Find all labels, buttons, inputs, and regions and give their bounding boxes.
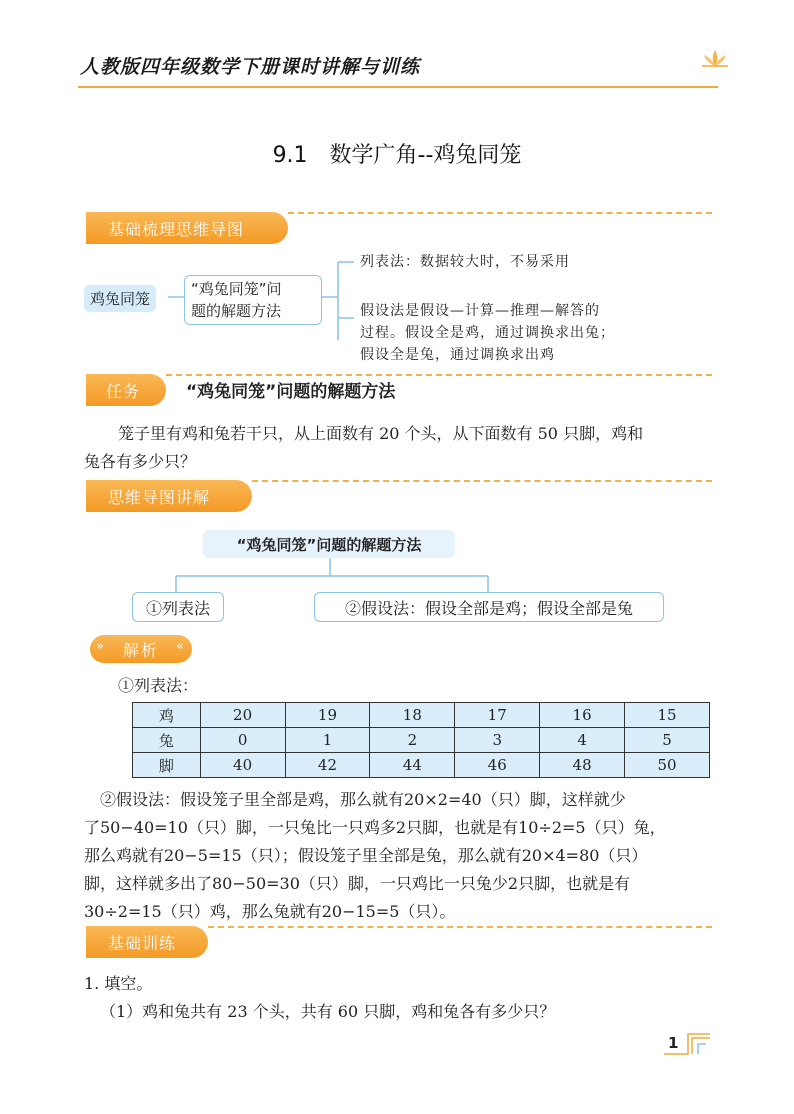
table-cell: 鸡 <box>133 703 201 728</box>
analysis-label: 解析 <box>122 640 159 660</box>
table-row <box>133 703 710 728</box>
tree-node-assume-method: ②假设法：假设全部是鸡；假设全部是兔 <box>314 592 664 622</box>
tree-root: “鸡兔同笼”问题的解题方法 <box>203 530 455 558</box>
table-cell: 4 <box>540 728 625 753</box>
table-cell: 5 <box>625 728 710 753</box>
mindmap-leaf-line: 假设法是假设—计算—推理—解答的 <box>360 303 600 319</box>
lotus-icon <box>700 46 730 70</box>
table-cell: 44 <box>370 753 455 778</box>
table-cell: 19 <box>285 703 370 728</box>
question-1: 1. 填空。 <box>84 974 153 993</box>
table-cell: 16 <box>540 703 625 728</box>
mindmap-branch <box>184 275 322 325</box>
table-cell: 18 <box>370 703 455 728</box>
double-chevron-right-icon: » <box>96 639 106 654</box>
table-cell: 48 <box>540 753 625 778</box>
double-chevron-left-icon: « <box>176 639 186 654</box>
question-1-1: （1）鸡和兔共有 23 个头，共有 60 只脚，鸡和兔各有多少只？ <box>100 1002 556 1021</box>
task-title: “鸡兔同笼”问题的解题方法 <box>186 382 396 402</box>
table-row <box>133 753 710 778</box>
page-number: 1 <box>668 1034 679 1052</box>
mindmap-leaf-assume-method <box>360 300 615 366</box>
table-cell: 46 <box>455 753 540 778</box>
table-cell: 40 <box>200 753 285 778</box>
explanation-line: 脚，这样就多出了80−50=30（只）脚，一只鸡比一只兔少2只脚，也就是有 <box>84 874 631 893</box>
section-divider <box>252 480 712 482</box>
mindmap-root: 鸡兔同笼 <box>84 285 156 312</box>
table-cell: 脚 <box>133 753 201 778</box>
table-cell: 兔 <box>133 728 201 753</box>
book-title: 人教版四年级数学下册课时讲解与训练 <box>80 56 421 78</box>
table-cell: 3 <box>455 728 540 753</box>
section-tab-mindmap-summary: 基础梳理思维导图 <box>86 212 288 244</box>
explanation-line: 那么鸡就有20−5=15（只）；假设笼子里全部是兔，那么就有20×4=80（只） <box>84 846 648 865</box>
section-tab-mindmap-explain: 思维导图讲解 <box>86 480 252 512</box>
section-tab-analysis <box>90 635 192 663</box>
mindmap-leaf-line: 过程。假设全是鸡，通过调换求出兔； <box>360 325 615 341</box>
enumeration-table <box>132 702 710 778</box>
table-cell: 15 <box>625 703 710 728</box>
section-tab-task: 任务 <box>86 374 166 406</box>
table-cell: 50 <box>625 753 710 778</box>
table-cell: 42 <box>285 753 370 778</box>
explanation-line: 30÷2=15（只）鸡，那么兔就有20−15=5（只）。 <box>84 902 456 921</box>
problem-line1: 笼子里有鸡和兔若干只，从上面数有 20 个头，从下面数有 50 只脚，鸡和 <box>118 424 644 443</box>
tree-node-list-method: ①列表法 <box>132 592 224 622</box>
table-cell: 20 <box>200 703 285 728</box>
mindmap-branch-line2: 题的解题方法 <box>191 302 282 320</box>
table-cell: 0 <box>200 728 285 753</box>
mindmap-leaf-list-method: 列表法：数据较大时，不易采用 <box>360 254 570 270</box>
section-divider <box>166 374 712 376</box>
header-divider <box>78 86 718 88</box>
table-cell: 2 <box>370 728 455 753</box>
table-cell: 17 <box>455 703 540 728</box>
problem-line2: 兔各有多少只？ <box>84 452 197 471</box>
table-row <box>133 728 710 753</box>
page-title: 9.1 数学广角--鸡兔同笼 <box>272 143 522 168</box>
table-cell: 1 <box>285 728 370 753</box>
section-tab-practice: 基础训练 <box>86 926 208 958</box>
explanation-line: 了50−40=10（只）脚，一只兔比一只鸡多2只脚，也就是有10÷2=5（只）兔， <box>84 818 666 837</box>
section-divider <box>208 926 712 928</box>
mindmap-branch-line1: “鸡兔同笼”问 <box>191 280 282 298</box>
mindmap-leaf-line: 假设全是兔，通过调换求出鸡 <box>360 347 555 363</box>
explanation-line: ②假设法：假设笼子里全部是鸡，那么就有20×2=40（只）脚，这样就少 <box>100 790 626 809</box>
section-divider <box>288 212 712 214</box>
list-method-heading: ①列表法： <box>118 676 199 695</box>
